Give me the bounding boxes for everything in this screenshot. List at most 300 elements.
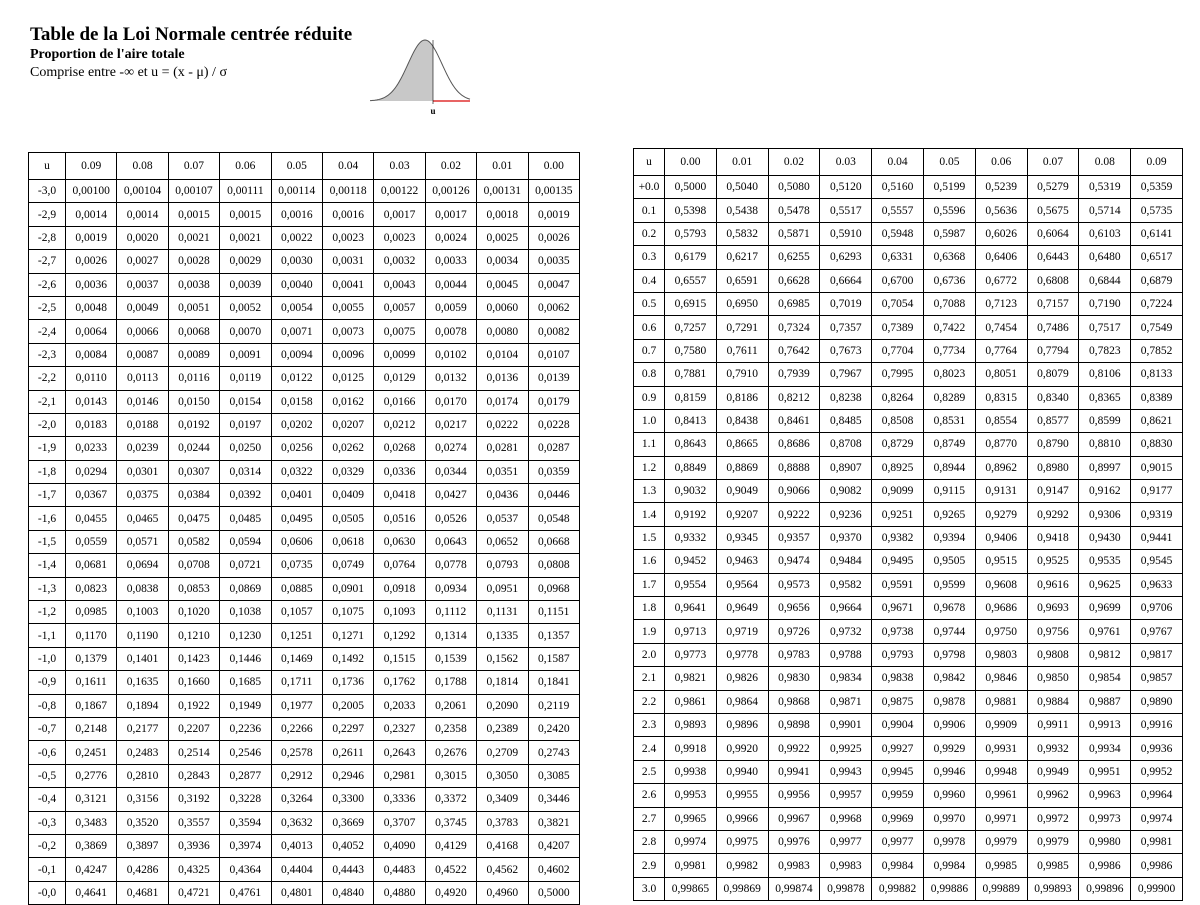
probability-cell: 0,9525 (1027, 550, 1079, 573)
probability-cell: 0,8599 (1079, 409, 1131, 432)
probability-cell: 0,8461 (768, 409, 820, 432)
probability-cell: 0,3669 (322, 811, 373, 834)
probability-cell: 0,0630 (374, 530, 425, 553)
probability-cell: 0,9949 (1027, 760, 1079, 783)
probability-cell: 0,6557 (665, 269, 717, 292)
table-row (29, 437, 580, 460)
probability-cell: 0,9986 (1131, 854, 1183, 877)
probability-cell: 0,9236 (820, 503, 872, 526)
probability-cell: 0,9969 (872, 807, 924, 830)
probability-cell: 0,5636 (975, 199, 1027, 222)
probability-cell: 0,3821 (528, 811, 579, 834)
probability-cell: 0,5596 (923, 199, 975, 222)
row-label-u: -1,8 (29, 460, 66, 483)
table-row (634, 433, 1183, 456)
probability-cell: 0,00104 (117, 180, 168, 203)
probability-cell: 0,0681 (66, 554, 117, 577)
row-label-u: -0,5 (29, 764, 66, 787)
probability-cell: 0,1190 (117, 624, 168, 647)
probability-cell: 0,0401 (271, 484, 322, 507)
probability-cell: 0,9962 (1027, 784, 1079, 807)
row-label-u: -1,0 (29, 647, 66, 670)
probability-cell: 0,8665 (716, 433, 768, 456)
probability-cell: 0,9861 (665, 690, 717, 713)
probability-cell: 0,3557 (168, 811, 219, 834)
row-label-u: 0.3 (634, 246, 665, 269)
probability-cell: 0,99878 (820, 877, 872, 900)
probability-cell: 0,9738 (872, 620, 924, 643)
probability-cell: 0,9985 (975, 854, 1027, 877)
probability-cell: 0,2709 (477, 741, 528, 764)
row-label-u: 1.5 (634, 526, 665, 549)
table-row (29, 320, 580, 343)
probability-cell: 0,2148 (66, 717, 117, 740)
probability-cell: 0,8485 (820, 409, 872, 432)
probability-cell: 0,00111 (220, 180, 271, 203)
probability-cell: 0,1038 (220, 601, 271, 624)
probability-cell: 0,9641 (665, 597, 717, 620)
probability-cell: 0,9982 (716, 854, 768, 877)
probability-cell: 0,0594 (220, 530, 271, 553)
table-row (29, 250, 580, 273)
probability-cell: 0,0132 (425, 367, 476, 390)
table-row (29, 273, 580, 296)
probability-cell: 0,5793 (665, 222, 717, 245)
column-header: 0.01 (716, 149, 768, 176)
probability-cell: 0,0082 (528, 320, 579, 343)
probability-cell: 0,0102 (425, 343, 476, 366)
probability-cell: 0,9319 (1131, 503, 1183, 526)
probability-cell: 0,99889 (975, 877, 1027, 900)
probability-cell: 0,9803 (975, 643, 1027, 666)
probability-cell: 0,1271 (322, 624, 373, 647)
probability-cell: 0,0606 (271, 530, 322, 553)
table-row (29, 390, 580, 413)
probability-cell: 0,9901 (820, 713, 872, 736)
probability-cell: 0,1075 (322, 601, 373, 624)
probability-cell: 0,9394 (923, 526, 975, 549)
probability-cell: 0,9265 (923, 503, 975, 526)
probability-cell: 0,0075 (374, 320, 425, 343)
probability-cell: 0,0041 (322, 273, 373, 296)
probability-cell: 0,0039 (220, 273, 271, 296)
probability-cell: 0,6443 (1027, 246, 1079, 269)
table-row (29, 343, 580, 366)
probability-cell: 0,0060 (477, 296, 528, 319)
probability-cell: 0,0021 (220, 226, 271, 249)
probability-cell: 0,0019 (528, 203, 579, 226)
probability-cell: 0,0951 (477, 577, 528, 600)
probability-cell: 0,00107 (168, 180, 219, 203)
row-label-u: -1,4 (29, 554, 66, 577)
probability-cell: 0,0032 (374, 250, 425, 273)
probability-cell: 0,9099 (872, 480, 924, 503)
probability-cell: 0,0025 (477, 226, 528, 249)
table-row (29, 460, 580, 483)
probability-cell: 0,2578 (271, 741, 322, 764)
probability-cell: 0,8508 (872, 409, 924, 432)
probability-cell: 0,9927 (872, 737, 924, 760)
probability-cell: 0,9713 (665, 620, 717, 643)
column-header: 0.09 (1131, 149, 1183, 176)
probability-cell: 0,4443 (322, 858, 373, 881)
probability-cell: 0,9904 (872, 713, 924, 736)
probability-cell: 0,00114 (271, 180, 322, 203)
probability-cell: 0,0125 (322, 367, 373, 390)
probability-cell: 0,0721 (220, 554, 271, 577)
probability-cell: 0,8079 (1027, 363, 1079, 386)
row-label-u: 1.8 (634, 597, 665, 620)
row-label-u: -0,4 (29, 788, 66, 811)
probability-cell: 0,0031 (322, 250, 373, 273)
probability-cell: 0,0968 (528, 577, 579, 600)
probability-cell: 0,4325 (168, 858, 219, 881)
probability-cell: 0,0934 (425, 577, 476, 600)
table-row (634, 316, 1183, 339)
probability-cell: 0,1539 (425, 647, 476, 670)
table-row (29, 717, 580, 740)
probability-cell: 0,9678 (923, 597, 975, 620)
probability-cell: 0,9881 (975, 690, 1027, 713)
probability-cell: 0,7764 (975, 339, 1027, 362)
table-row (29, 226, 580, 249)
probability-cell: 0,9357 (768, 526, 820, 549)
table-row (634, 597, 1183, 620)
probability-cell: 0,7123 (975, 292, 1027, 315)
probability-cell: 0,9798 (923, 643, 975, 666)
probability-cell: 0,9978 (923, 830, 975, 853)
table-row (29, 647, 580, 670)
probability-cell: 0,9633 (1131, 573, 1183, 596)
column-header: 0.09 (66, 153, 117, 180)
probability-cell: 0,2207 (168, 717, 219, 740)
probability-cell: 0,0582 (168, 530, 219, 553)
probability-cell: 0,8340 (1027, 386, 1079, 409)
table-row (634, 269, 1183, 292)
probability-cell: 0,7549 (1131, 316, 1183, 339)
probability-cell: 0,0166 (374, 390, 425, 413)
probability-cell: 0,9948 (975, 760, 1027, 783)
row-label-u: -1,5 (29, 530, 66, 553)
shaded-area (370, 40, 433, 101)
probability-cell: 0,3192 (168, 788, 219, 811)
probability-cell: 0,0129 (374, 367, 425, 390)
probability-cell: 0,2810 (117, 764, 168, 787)
table-row (634, 199, 1183, 222)
probability-cell: 0,9082 (820, 480, 872, 503)
probability-cell: 0,0392 (220, 484, 271, 507)
probability-cell: 0,9279 (975, 503, 1027, 526)
probability-cell: 0,99900 (1131, 877, 1183, 900)
probability-cell: 0,8997 (1079, 456, 1131, 479)
column-header: 0.02 (425, 153, 476, 180)
probability-cell: 0,0869 (220, 577, 271, 600)
probability-cell: 0,9941 (768, 760, 820, 783)
column-header: 0.05 (923, 149, 975, 176)
probability-cell: 0,7088 (923, 292, 975, 315)
probability-cell: 0,0212 (374, 413, 425, 436)
probability-cell: 0,3015 (425, 764, 476, 787)
probability-cell: 0,2033 (374, 694, 425, 717)
probability-cell: 0,8186 (716, 386, 768, 409)
probability-cell: 0,9960 (923, 784, 975, 807)
bell-curve-icon (370, 30, 480, 118)
probability-cell: 0,9984 (872, 854, 924, 877)
probability-cell: 0,0244 (168, 437, 219, 460)
probability-cell: 0,9693 (1027, 597, 1079, 620)
row-label-u: 0.7 (634, 339, 665, 362)
probability-cell: 0,2451 (66, 741, 117, 764)
probability-cell: 0,3483 (66, 811, 117, 834)
probability-cell: 0,9686 (975, 597, 1027, 620)
table-row (634, 292, 1183, 315)
probability-cell: 0,9726 (768, 620, 820, 643)
probability-cell: 0,7734 (923, 339, 975, 362)
probability-cell: 0,8106 (1079, 363, 1131, 386)
probability-cell: 0,4052 (322, 834, 373, 857)
table-row (29, 881, 580, 904)
probability-cell: 0,0559 (66, 530, 117, 553)
probability-cell: 0,0764 (374, 554, 425, 577)
probability-cell: 0,6480 (1079, 246, 1131, 269)
probability-cell: 0,2877 (220, 764, 271, 787)
probability-cell: 0,0436 (477, 484, 528, 507)
probability-cell: 0,5319 (1079, 176, 1131, 199)
probability-cell: 0,9945 (872, 760, 924, 783)
probability-cell: 0,5000 (528, 881, 579, 904)
probability-cell: 0,0475 (168, 507, 219, 530)
probability-cell: 0,9966 (716, 807, 768, 830)
probability-cell: 0,9931 (975, 737, 1027, 760)
probability-cell: 0,2514 (168, 741, 219, 764)
probability-cell: 0,2611 (322, 741, 373, 764)
probability-cell: 0,9115 (923, 480, 975, 503)
probability-cell: 0,9564 (716, 573, 768, 596)
probability-cell: 0,0885 (271, 577, 322, 600)
probability-cell: 0,2743 (528, 741, 579, 764)
table-row (29, 367, 580, 390)
probability-cell: 0,9192 (665, 503, 717, 526)
probability-cell: 0,9878 (923, 690, 975, 713)
table-row (634, 690, 1183, 713)
probability-cell: 0,9582 (820, 573, 872, 596)
probability-cell: 0,9732 (820, 620, 872, 643)
table-row (29, 788, 580, 811)
probability-cell: 0,9977 (820, 830, 872, 853)
probability-cell: 0,0021 (168, 226, 219, 249)
probability-cell: 0,9495 (872, 550, 924, 573)
probability-cell: 0,0139 (528, 367, 579, 390)
probability-cell: 0,8888 (768, 456, 820, 479)
table-row (29, 554, 580, 577)
probability-cell: 0,2177 (117, 717, 168, 740)
probability-cell: 0,0375 (117, 484, 168, 507)
table-row (634, 760, 1183, 783)
probability-cell: 0,9430 (1079, 526, 1131, 549)
probability-cell: 0,9971 (975, 807, 1027, 830)
column-header-u: u (29, 153, 66, 180)
probability-cell: 0,00135 (528, 180, 579, 203)
probability-cell: 0,2946 (322, 764, 373, 787)
probability-cell: 0,99893 (1027, 877, 1079, 900)
probability-cell: 0,0274 (425, 437, 476, 460)
probability-cell: 0,0192 (168, 413, 219, 436)
probability-cell: 0,0059 (425, 296, 476, 319)
probability-cell: 0,4960 (477, 881, 528, 904)
probability-cell: 0,7642 (768, 339, 820, 362)
probability-cell: 0,9345 (716, 526, 768, 549)
probability-cell: 0,9292 (1027, 503, 1079, 526)
probability-cell: 0,8770 (975, 433, 1027, 456)
row-label-u: -2,0 (29, 413, 66, 436)
row-label-u: 2.6 (634, 784, 665, 807)
probability-cell: 0,5080 (768, 176, 820, 199)
probability-cell: 0,0049 (117, 296, 168, 319)
row-label-u: 1.2 (634, 456, 665, 479)
probability-cell: 0,0207 (322, 413, 373, 436)
probability-cell: 0,9147 (1027, 480, 1079, 503)
probability-cell: 0,9850 (1027, 667, 1079, 690)
probability-cell: 0,99882 (872, 877, 924, 900)
probability-cell: 0,9887 (1079, 690, 1131, 713)
probability-cell: 0,9864 (716, 690, 768, 713)
probability-cell: 0,0154 (220, 390, 271, 413)
probability-cell: 0,2776 (66, 764, 117, 787)
row-label-u: 2.9 (634, 854, 665, 877)
probability-cell: 0,2912 (271, 764, 322, 787)
probability-cell: 0,9049 (716, 480, 768, 503)
table-row (634, 643, 1183, 666)
probability-cell: 0,0516 (374, 507, 425, 530)
probability-cell: 0,0418 (374, 484, 425, 507)
table-row (29, 507, 580, 530)
probability-cell: 0,1020 (168, 601, 219, 624)
probability-cell: 0,0020 (117, 226, 168, 249)
probability-cell: 0,8643 (665, 433, 717, 456)
row-label-u: 1.9 (634, 620, 665, 643)
probability-cell: 0,9909 (975, 713, 1027, 736)
probability-cell: 0,6700 (872, 269, 924, 292)
probability-cell: 0,0038 (168, 273, 219, 296)
probability-cell: 0,9591 (872, 573, 924, 596)
probability-cell: 0,0548 (528, 507, 579, 530)
probability-cell: 0,9251 (872, 503, 924, 526)
probability-cell: 0,9842 (923, 667, 975, 690)
probability-cell: 0,9951 (1079, 760, 1131, 783)
probability-cell: 0,8438 (716, 409, 768, 432)
row-label-u: 3.0 (634, 877, 665, 900)
row-label-u: -0,6 (29, 741, 66, 764)
probability-cell: 0,2061 (425, 694, 476, 717)
probability-cell: 0,9608 (975, 573, 1027, 596)
probability-cell: 0,4129 (425, 834, 476, 857)
probability-cell: 0,0064 (66, 320, 117, 343)
probability-cell: 0,0107 (528, 343, 579, 366)
probability-cell: 0,0162 (322, 390, 373, 413)
probability-cell: 0,9441 (1131, 526, 1183, 549)
probability-cell: 0,0485 (220, 507, 271, 530)
probability-cell: 0,0179 (528, 390, 579, 413)
probability-cell: 0,9616 (1027, 573, 1079, 596)
probability-cell: 0,1841 (528, 671, 579, 694)
probability-cell: 0,9890 (1131, 690, 1183, 713)
probability-cell: 0,9699 (1079, 597, 1131, 620)
probability-cell: 0,7881 (665, 363, 717, 386)
column-header: 0.08 (117, 153, 168, 180)
probability-cell: 0,9857 (1131, 667, 1183, 690)
probability-cell: 0,7291 (716, 316, 768, 339)
probability-cell: 0,9649 (716, 597, 768, 620)
column-header: 0.03 (374, 153, 425, 180)
probability-cell: 0,6217 (716, 246, 768, 269)
probability-cell: 0,0030 (271, 250, 322, 273)
probability-cell: 0,0070 (220, 320, 271, 343)
column-header: 0.04 (322, 153, 373, 180)
probability-cell: 0,8133 (1131, 363, 1183, 386)
probability-cell: 0,1977 (271, 694, 322, 717)
probability-cell: 0,1814 (477, 671, 528, 694)
probability-cell: 0,9979 (975, 830, 1027, 853)
probability-cell: 0,9929 (923, 737, 975, 760)
row-label-u: -0,1 (29, 858, 66, 881)
probability-cell: 0,9916 (1131, 713, 1183, 736)
probability-cell: 0,9911 (1027, 713, 1079, 736)
probability-cell: 0,2119 (528, 694, 579, 717)
probability-cell: 0,1335 (477, 624, 528, 647)
probability-cell: 0,8749 (923, 433, 975, 456)
probability-cell: 0,7224 (1131, 292, 1183, 315)
table-row (29, 764, 580, 787)
probability-cell: 0,9986 (1079, 854, 1131, 877)
probability-cell: 0,6844 (1079, 269, 1131, 292)
probability-cell: 0,0047 (528, 273, 579, 296)
row-label-u: -2,8 (29, 226, 66, 249)
probability-cell: 0,9484 (820, 550, 872, 573)
probability-cell: 0,0015 (168, 203, 219, 226)
table-row (634, 339, 1183, 362)
probability-cell: 0,8830 (1131, 433, 1183, 456)
probability-cell: 0,6985 (768, 292, 820, 315)
row-label-u: -2,7 (29, 250, 66, 273)
probability-cell: 0,9812 (1079, 643, 1131, 666)
probability-cell: 0,3300 (322, 788, 373, 811)
table-row (29, 296, 580, 319)
probability-cell: 0,9826 (716, 667, 768, 690)
row-label-u: 1.0 (634, 409, 665, 432)
probability-cell: 0,0668 (528, 530, 579, 553)
table-row (634, 807, 1183, 830)
probability-cell: 0,0735 (271, 554, 322, 577)
probability-cell: 0,1635 (117, 671, 168, 694)
row-label-u: -2,1 (29, 390, 66, 413)
probability-cell: 0,5948 (872, 222, 924, 245)
probability-cell: 0,0222 (477, 413, 528, 436)
probability-cell: 0,6026 (975, 222, 1027, 245)
normal-curve-figure (370, 30, 480, 118)
probability-cell: 0,3121 (66, 788, 117, 811)
probability-cell: 0,9979 (1027, 830, 1079, 853)
probability-cell: 0,5279 (1027, 176, 1079, 199)
probability-cell: 0,8389 (1131, 386, 1183, 409)
probability-cell: 0,99886 (923, 877, 975, 900)
probability-cell: 0,9965 (665, 807, 717, 830)
probability-cell: 0,7611 (716, 339, 768, 362)
probability-cell: 0,1611 (66, 671, 117, 694)
probability-cell: 0,4761 (220, 881, 271, 904)
probability-cell: 0,0618 (322, 530, 373, 553)
column-header: 0.00 (665, 149, 717, 176)
row-label-u: +0.0 (634, 176, 665, 199)
